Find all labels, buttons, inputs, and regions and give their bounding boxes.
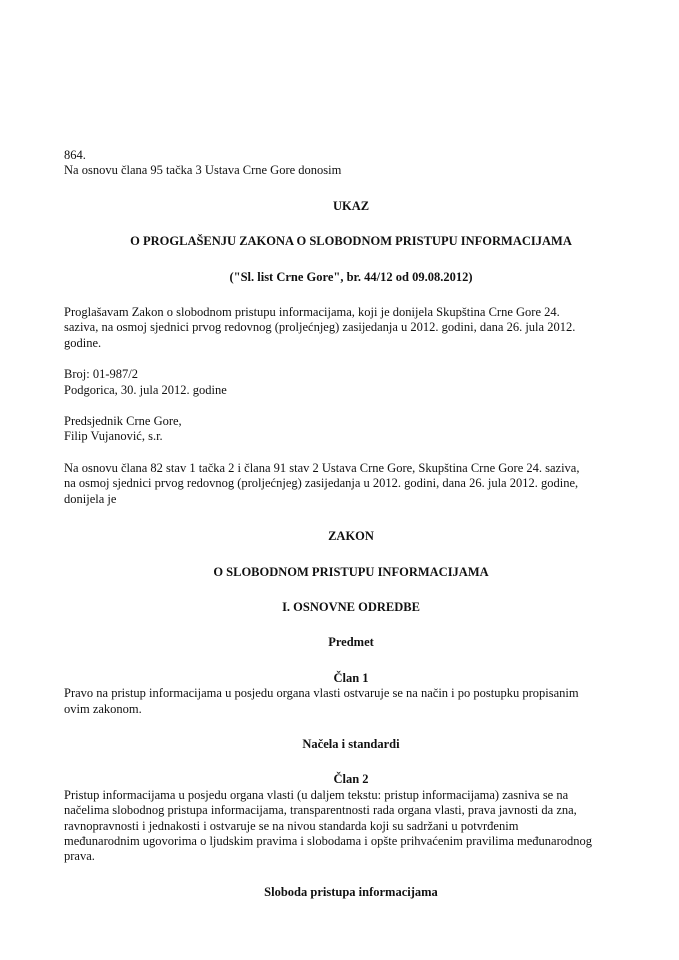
proclamation-line: godine. bbox=[64, 335, 102, 350]
document-page bbox=[64, 148, 638, 900]
president-signature bbox=[64, 414, 638, 445]
decree-title: UKAZ bbox=[332, 198, 370, 213]
adoption-paragraph bbox=[64, 461, 638, 507]
article-1-heading: Član 1 bbox=[333, 670, 369, 685]
adoption-line: Na osnovu člana 82 stav 1 tačka 2 i člana 91 stav 2 Ustava Crne Gore, Skupština Crne Gore 24. saziva, bbox=[64, 460, 580, 475]
preamble-text: Na osnovu člana 95 tačka 3 Ustava Crne Gore donosim bbox=[64, 163, 342, 178]
article-2-body bbox=[64, 788, 638, 865]
article-2-line: međunarodnim ugovorima o ljudskim pravima i slobodama i opšte prihvaćenim pravilima međunarodnog bbox=[64, 833, 593, 848]
adoption-line: donijela je bbox=[64, 491, 117, 506]
article-1-line: ovim zakonom. bbox=[64, 701, 142, 716]
law-title: ZAKON bbox=[328, 529, 374, 544]
section-heading-sloboda: Sloboda pristupa informacijama bbox=[264, 884, 438, 899]
article-2-line: ravnopravnosti i jednakosti i ostvaruje se na nivou standarda koji su sadržani u potvrđenim bbox=[64, 818, 519, 833]
adoption-line: na osmoj sjednici prvog redovnog (proljećnjeg) zasijedanja u 2012. godini, dana 26. jula 2012. godine, bbox=[64, 476, 579, 491]
law-subtitle: O SLOBODNOM PRISTUPU INFORMACIJAMA bbox=[213, 564, 489, 579]
broj-line: Broj: 01-987/2 bbox=[64, 367, 138, 382]
chapter-heading: I. OSNOVNE ODREDBE bbox=[282, 599, 420, 614]
decree-subtitle: O PROGLAŠENJU ZAKONA O SLOBODNOM PRISTUPU INFORMACIJAMA bbox=[130, 234, 572, 249]
article-1-line: Pravo na pristup informacijama u posjedu organa vlasti ostvaruje se na način i po postupku propisanim bbox=[64, 686, 579, 701]
decree-reference bbox=[64, 367, 638, 398]
gazette-reference: ("Sl. list Crne Gore", br. 44/12 od 09.08.2012) bbox=[229, 269, 473, 284]
president-title: Predsjednik Crne Gore, bbox=[64, 414, 182, 429]
proclamation-paragraph bbox=[64, 305, 638, 351]
article-2-line: prava. bbox=[64, 849, 95, 864]
document-number: 864. bbox=[64, 148, 86, 162]
president-name: Filip Vujanović, s.r. bbox=[64, 429, 163, 444]
place-date-line: Podgorica, 30. jula 2012. godine bbox=[64, 382, 227, 397]
section-heading-predmet: Predmet bbox=[328, 635, 374, 650]
proclamation-line: saziva, na osmoj sjednici prvog redovnog (proljećnjeg) zasijedanja u 2012. godini, dana 26. jula 2012. bbox=[64, 320, 576, 335]
section-heading-nacela: Načela i standardi bbox=[302, 736, 400, 751]
proclamation-line: Proglašavam Zakon o slobodnom pristupu informacijama, koji je donijela Skupština Crne Gore 24. bbox=[64, 305, 560, 320]
article-2-line: Pristup informacijama u posjedu organa vlasti (u daljem tekstu: pristup informacijama) zasniva se na bbox=[64, 787, 569, 802]
article-2-line: načelima slobodnog pristupa informacijama, transparentnosti rada organa vlasti, prava javnosti da zna, bbox=[64, 803, 577, 818]
article-1-body bbox=[64, 686, 638, 717]
article-2-heading: Član 2 bbox=[333, 772, 369, 787]
